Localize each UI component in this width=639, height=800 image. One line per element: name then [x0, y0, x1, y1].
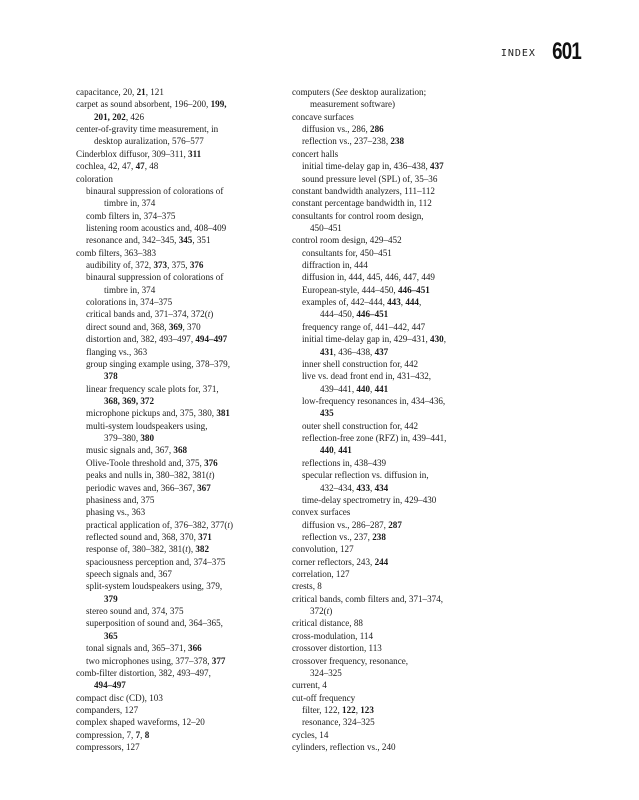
index-subentry: diffraction in, 444	[302, 260, 368, 271]
index-entry: critical distance, 88	[292, 618, 363, 629]
index-subentry: time-delay spectrometry in, 429–430	[302, 494, 437, 505]
index-subentry: reflection-free zone (RFZ) in, 439–441,	[302, 433, 447, 444]
index-subentry: speech signals and, 367	[86, 569, 172, 580]
index-entry: Cinderblox diffusor, 309–311, 311	[76, 148, 202, 159]
index-entry-continuation: 439–441, 440, 441	[320, 383, 389, 394]
index-subentry: practical application of, 376–382, 377(t)	[86, 519, 233, 530]
index-subentry: direct sound and, 368, 369, 370	[86, 321, 201, 332]
index-subentry: frequency range of, 441–442, 447	[302, 321, 426, 332]
header-label: INDEX	[500, 48, 536, 59]
index-subentry: low-frequency resonances in, 434–436,	[302, 395, 446, 406]
index-entry-continuation: 378	[104, 371, 118, 382]
index-subentry: reflection vs., 237–238, 238	[302, 136, 405, 147]
index-subentry: reflections in, 438–439	[302, 457, 387, 468]
index-entry-continuation: 365	[104, 630, 118, 641]
index-entry: capacitance, 20, 21, 121	[76, 87, 164, 97]
index-subentry: audibility of, 372, 373, 375, 376	[86, 260, 204, 271]
index-column-left	[76, 86, 291, 753]
index-entry: crests, 8	[292, 581, 322, 592]
index-entry: concave surfaces	[292, 111, 354, 122]
index-subentry: flanging vs., 363	[86, 346, 148, 357]
index-subentry: two microphones using, 377–378, 377	[86, 655, 226, 666]
index-subentry: tonal signals and, 365–371, 366	[86, 643, 202, 654]
index-subentry: diffusion vs., 286–287, 287	[302, 519, 402, 530]
index-subentry: reflected sound and, 368, 370, 371	[86, 531, 212, 542]
index-entry: current, 4	[292, 680, 327, 691]
index-entry-continuation: 379–380, 380	[104, 433, 155, 444]
index-entry-continuation: timbre in, 374	[104, 198, 156, 209]
index-entry: cross-modulation, 114	[292, 630, 373, 641]
index-subentry: response of, 380–382, 381(t), 382	[86, 544, 210, 555]
index-subentry: critical bands and, 371–374, 372(t)	[86, 309, 214, 320]
index-subentry: inner shell construction for, 442	[302, 358, 419, 369]
index-subentry: initial time-delay gap in, 436–438, 437	[302, 161, 444, 172]
index-subentry: specular reflection vs. diffusion in,	[302, 470, 429, 481]
index-column-right	[292, 86, 527, 753]
index-subentry: consultants for, 450–451	[302, 247, 392, 258]
index-subentry: phasiness and, 375	[86, 494, 155, 505]
running-header	[501, 40, 581, 64]
index-entry: center-of-gravity time measurement, in	[76, 124, 219, 135]
index-entry: cut-off frequency	[292, 692, 356, 703]
index-subentry: peaks and nulls in, 380–382, 381(t)	[86, 470, 215, 481]
index-entry: computers (See desktop auralization;	[292, 87, 427, 97]
index-entry: convex surfaces	[292, 507, 351, 518]
index-entry-continuation: 440, 441	[320, 445, 352, 456]
index-entry: coloration	[76, 173, 113, 184]
index-entry: constant bandwidth analyzers, 111–112	[292, 185, 435, 196]
index-subentry: linear frequency scale plots for, 371,	[86, 383, 219, 394]
index-subentry: group singing example using, 378–379,	[86, 358, 230, 369]
index-entry: complex shaped waveforms, 12–20	[76, 717, 205, 728]
index-entry: control room design, 429–452	[292, 235, 402, 246]
index-subentry: multi-system loudspeakers using,	[86, 420, 208, 431]
index-entry: constant percentage bandwidth in, 112	[292, 198, 432, 209]
index-entry: cochlea, 42, 47, 47, 48	[76, 161, 159, 172]
index-entry: crossover distortion, 113	[292, 643, 382, 654]
index-subentry: music signals and, 367, 368	[86, 445, 188, 456]
index-entry: compact disc (CD), 103	[76, 692, 163, 703]
index-subentry: Olive-Toole threshold and, 375, 376	[86, 457, 218, 468]
index-entry: comb filters, 363–383	[76, 247, 157, 258]
index-entry: companders, 127	[76, 704, 139, 715]
index-subentry: examples of, 442–444, 443, 444,	[302, 297, 422, 308]
index-subentry: comb filters in, 374–375	[86, 210, 176, 221]
index-subentry: diffusion vs., 286, 286	[302, 124, 384, 135]
index-entry-continuation: desktop auralization, 576–577	[94, 136, 204, 147]
index-entry: cylinders, reflection vs., 240	[292, 742, 396, 753]
index-entry-continuation: 379	[104, 593, 118, 604]
index-entry-continuation: 201, 202, 426	[94, 111, 145, 122]
index-subentry: colorations in, 374–375	[86, 297, 173, 308]
index-entry: compression, 7, 7, 8	[76, 729, 150, 740]
index-entry: critical bands, comb filters and, 371–374,	[292, 593, 444, 604]
index-subentry: diffusion in, 444, 445, 446, 447, 449	[302, 272, 435, 283]
index-entry: crossover frequency, resonance,	[292, 655, 409, 666]
index-subentry: filter, 122, 122, 123	[302, 704, 374, 715]
index-subentry: resonance, 324–325	[302, 717, 375, 728]
index-entry-continuation: 432–434, 433, 434	[320, 482, 389, 493]
index-subentry: initial time-delay gap in, 429–431, 430,	[302, 334, 446, 345]
index-entry: comb-filter distortion, 382, 493–497,	[76, 667, 211, 678]
index-entry: compressors, 127	[76, 742, 140, 753]
index-subentry: stereo sound and, 374, 375	[86, 606, 184, 617]
index-entry-continuation: timbre in, 374	[104, 284, 156, 295]
index-entry: consultants for control room design,	[292, 210, 424, 221]
index-entry-continuation: 368, 369, 372	[104, 395, 155, 406]
index-entry-continuation: 324–325	[310, 667, 342, 678]
index-subentry: microphone pickups and, 375, 380, 381	[86, 408, 230, 419]
index-subentry: sound pressure level (SPL) of, 35–36	[302, 173, 438, 184]
index-subentry: spaciousness perception and, 374–375	[86, 556, 226, 567]
index-entry: cycles, 14	[292, 729, 329, 740]
index-entry: concert halls	[292, 148, 339, 159]
index-entry-continuation: 444–450, 446–451	[320, 309, 389, 320]
index-entry-continuation: 372(t)	[310, 606, 333, 617]
index-entry-continuation: 494–497	[94, 680, 126, 691]
index-subentry: superposition of sound and, 364–365,	[86, 618, 223, 629]
index-entry-continuation: 431, 436–438, 437	[320, 346, 389, 357]
index-subentry: distortion and, 382, 493–497, 494–497	[86, 334, 228, 345]
index-subentry: binaural suppression of colorations of	[86, 272, 224, 283]
index-entry: carpet as sound absorbent, 196–200, 199,	[76, 99, 227, 110]
index-subentry: phasing vs., 363	[86, 507, 146, 518]
index-entry-continuation: 435	[320, 408, 334, 419]
index-subentry: resonance and, 342–345, 345, 351	[86, 235, 211, 246]
index-entry: correlation, 127	[292, 569, 350, 580]
index-subentry: outer shell construction for, 442	[302, 420, 419, 431]
index-subentry: binaural suppression of colorations of	[86, 185, 224, 196]
index-subentry: European-style, 444–450, 446–451	[302, 284, 430, 295]
index-subentry: live vs. dead front end in, 431–432,	[302, 371, 432, 382]
index-entry: corner reflectors, 243, 244	[292, 556, 389, 567]
index-subentry: periodic waves and, 366–367, 367	[86, 482, 211, 493]
index-subentry: reflection vs., 237, 238	[302, 531, 386, 542]
index-subentry: split-system loudspeakers using, 379,	[86, 581, 223, 592]
index-entry: convolution, 127	[292, 544, 354, 555]
index-entry-continuation: measurement software)	[310, 99, 396, 110]
index-subentry: listening room acoustics and, 408–409	[86, 222, 227, 233]
index-entry-continuation: 450–451	[310, 222, 342, 233]
page-number: 601	[552, 38, 581, 65]
